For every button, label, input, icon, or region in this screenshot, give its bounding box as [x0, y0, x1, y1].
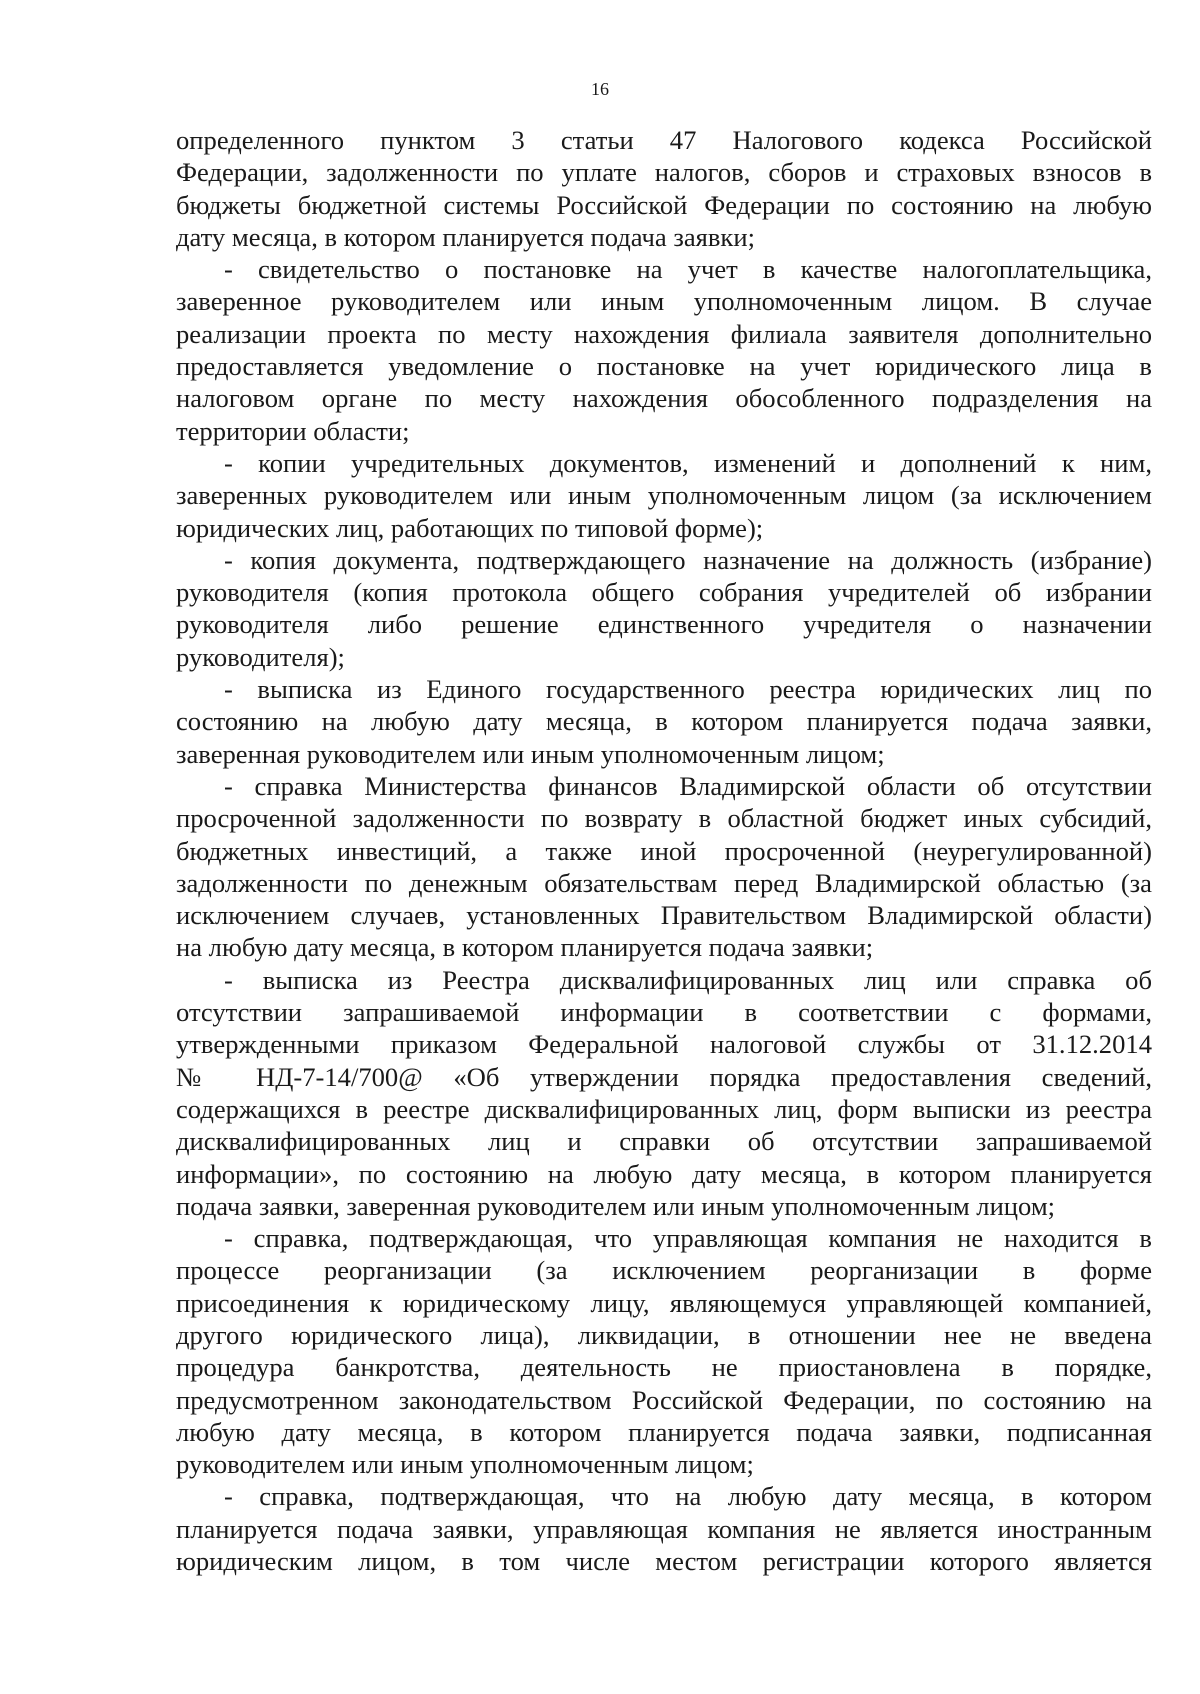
- text-line: - справка Министерства финансов Владимирской области об отсутствии: [224, 770, 1152, 801]
- text-line: руководителем или иным уполномоченным лицом;: [176, 1449, 754, 1480]
- text-line: задолженности по денежным обязательствам перед Владимирской областью (за: [176, 867, 1152, 898]
- text-line: предусмотренном законодательством Российской Федерации, по состоянию на: [176, 1384, 1152, 1415]
- text-line: Федерации, задолженности по уплате налогов, сборов и страховых взносов в: [176, 157, 1152, 188]
- text-line: определенного пунктом 3 статьи 47 Налогового кодекса Российской: [176, 125, 1152, 155]
- text-line: планируется подача заявки, управляющая компания не является иностранным: [176, 1513, 1152, 1544]
- text-line: руководителя);: [176, 641, 345, 672]
- text-line: содержащихся в реестре дисквалифицированных лиц, форм выписки из реестра: [176, 1093, 1152, 1124]
- text-line: - справка, подтверждающая, что управляющая компания не находится в: [224, 1223, 1152, 1254]
- document-body: [176, 124, 1152, 1577]
- text-line: заверенных руководителем или иным уполномоченным лицом (за исключением: [176, 480, 1152, 511]
- text-line: процессе реорганизации (за исключением реорганизации в форме: [176, 1255, 1152, 1286]
- text-line: любую дату месяца, в котором планируется подача заявки, подписанная: [176, 1416, 1152, 1447]
- text-line: заверенное руководителем или иным уполномоченным лицом. В случае: [176, 286, 1152, 317]
- text-line: просроченной задолженности по возврату в областной бюджет иных субсидий,: [176, 803, 1152, 834]
- text-line: дисквалифицированных лиц и справки об отсутствии запрашиваемой: [176, 1126, 1152, 1157]
- text-line: предоставляется уведомление о постановке на учет юридического лица в: [176, 351, 1152, 382]
- text-line: - копии учредительных документов, изменений и дополнений к ним,: [224, 447, 1152, 478]
- text-line: - свидетельство о постановке на учет в качестве налогоплательщика,: [224, 254, 1152, 285]
- text-line: присоединения к юридическому лицу, являющемуся управляющей компанией,: [176, 1287, 1152, 1318]
- text-line: руководителя (копия протокола общего собрания учредителей об избрании: [176, 577, 1152, 608]
- text-line: процедура банкротства, деятельность не приостановлена в порядке,: [176, 1352, 1152, 1383]
- page-number: 16: [591, 79, 609, 99]
- text-line: другого юридического лица), ликвидации, в отношении нее не введена: [176, 1319, 1152, 1350]
- text-line: бюджетных инвестиций, а также иной просроченной (неурегулированной): [176, 835, 1152, 866]
- text-line: исключением случаев, установленных Правительством Владимирской области): [176, 900, 1152, 931]
- text-line: налоговом органе по месту нахождения обособленного подразделения на: [176, 383, 1152, 414]
- text-line: юридическим лицом, в том числе местом регистрации которого является: [176, 1546, 1152, 1577]
- text-line: территории области;: [176, 415, 410, 446]
- text-line: утвержденными приказом Федеральной налоговой службы от 31.12.2014: [176, 1029, 1152, 1060]
- text-line: - копия документа, подтверждающего назначение на должность (избрание): [224, 544, 1152, 575]
- text-line: бюджеты бюджетной системы Российской Федерации по состоянию на любую: [176, 189, 1152, 220]
- text-line: реализации проекта по месту нахождения филиала заявителя дополнительно: [176, 318, 1152, 349]
- text-line: № НД-7-14/700@ «Об утверждении порядка предоставления сведений,: [176, 1061, 1152, 1092]
- text-line: - выписка из Единого государственного реестра юридических лиц по: [224, 674, 1152, 705]
- text-line: юридических лиц, работающих по типовой форме);: [176, 512, 764, 543]
- text-line: отсутствии запрашиваемой информации в соответствии с формами,: [176, 997, 1152, 1028]
- text-line: - выписка из Реестра дисквалифицированных лиц или справка об: [224, 964, 1152, 995]
- text-line: на любую дату месяца, в котором планируется подача заявки;: [176, 932, 874, 963]
- text-line: состоянию на любую дату месяца, в котором планируется подача заявки,: [176, 706, 1152, 737]
- text-line: подача заявки, заверенная руководителем или иным уполномоченным лицом;: [176, 1190, 1056, 1221]
- text-line: заверенная руководителем или иным уполномоченным лицом;: [176, 738, 885, 769]
- text-line: руководителя либо решение единственного учредителя о назначении: [176, 609, 1152, 640]
- text-line: дату месяца, в котором планируется подача заявки;: [176, 221, 755, 252]
- text-line: - справка, подтверждающая, что на любую дату месяца, в котором: [224, 1481, 1152, 1512]
- text-line: информации», по состоянию на любую дату месяца, в котором планируется: [176, 1158, 1152, 1189]
